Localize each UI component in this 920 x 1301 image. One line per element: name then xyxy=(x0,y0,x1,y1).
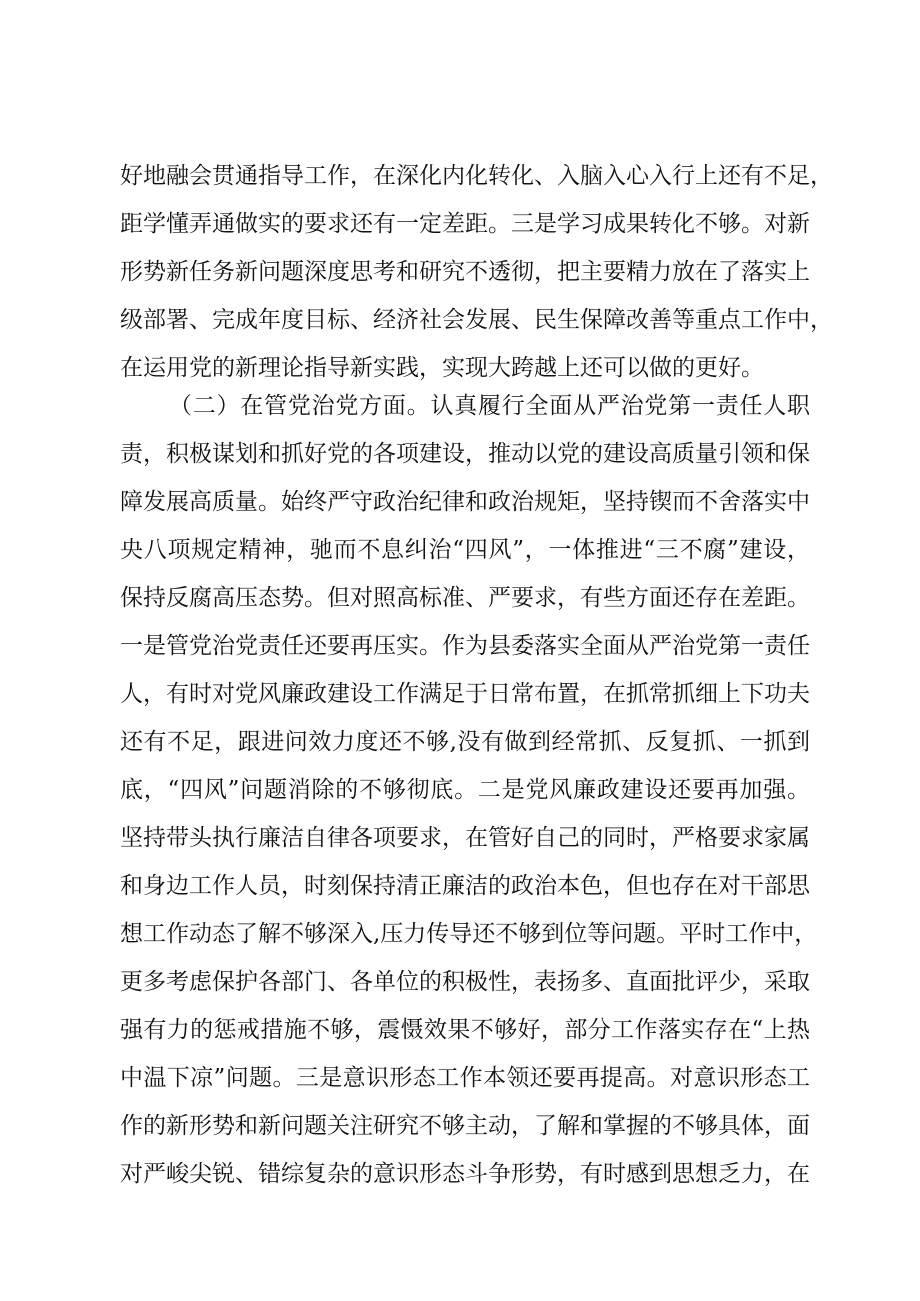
paragraph-line: 在运用党的新理论指导新实践，实现大跨越上还可以做的更好。 xyxy=(120,355,764,381)
paragraph-line: 对严峻尖锐、错综复杂的意识形态斗争形势，有时感到思想乏力，在 xyxy=(120,1161,810,1187)
paragraph-line: 中温下凉”问题。三是意识形态工作本领还要再提高。对意识形态工 xyxy=(120,1065,810,1091)
paragraph-line: 强有力的惩戒措施不够，震慑效果不够好，部分工作落实存在“上热 xyxy=(120,1017,810,1043)
paragraph-line: 想工作动态了解不够深入,压力传导还不够到位等问题。平时工作中， xyxy=(120,921,818,947)
paragraph-line: 一是管党治党责任还要再压实。作为县委落实全面从严治党第一责任 xyxy=(120,633,810,659)
paragraph-line: 形势新任务新问题深度思考和研究不透彻，把主要精力放在了落实上 xyxy=(120,259,810,285)
paragraph-line: 障发展高质量。始终严守政治纪律和政治规矩，坚持锲而不舍落实中 xyxy=(120,489,810,515)
paragraph-line: 坚持带头执行廉洁自律各项要求，在管好自己的同时，严格要求家属 xyxy=(120,825,810,851)
paragraph-line: 责，积极谋划和抓好党的各项建设，推动以党的建设高质量引领和保 xyxy=(120,441,810,467)
paragraph-line: 底，“四风”问题消除的不够彻底。二是党风廉政建设还要再加强。 xyxy=(120,777,810,803)
paragraph-line: 还有不足，跟进问效力度还不够,没有做到经常抓、反复抓、一抓到 xyxy=(120,729,810,755)
paragraph-line: 距学懂弄通做实的要求还有一定差距。三是学习成果转化不够。对新 xyxy=(120,211,810,237)
paragraph-line: （二）在管党治党方面。认真履行全面从严治党第一责任人职 xyxy=(169,393,810,419)
paragraph-line: 更多考虑保护各部门、各单位的积极性，表扬多、直面批评少，采取 xyxy=(120,969,810,995)
paragraph-line: 和身边工作人员，时刻保持清正廉洁的政治本色，但也存在对干部思 xyxy=(120,873,810,899)
paragraph-line: 保持反腐高压态势。但对照高标准、严要求，有些方面还存在差距。 xyxy=(120,585,810,611)
paragraph-line: 好地融会贯通指导工作，在深化内化转化、入脑入心入行上还有不足， xyxy=(120,163,833,189)
paragraph-line: 作的新形势和新问题关注研究不够主动，了解和掌握的不够具体，面 xyxy=(120,1113,810,1139)
paragraph-line: 央八项规定精神，驰而不息纠治“四风”，一体推进“三不腐”建设， xyxy=(120,537,810,563)
paragraph-line: 人，有时对党风廉政建设工作满足于日常布置，在抓常抓细上下功夫 xyxy=(120,681,810,707)
paragraph-line: 级部署、完成年度目标、经济社会发展、民生保障改善等重点工作中， xyxy=(120,307,833,333)
